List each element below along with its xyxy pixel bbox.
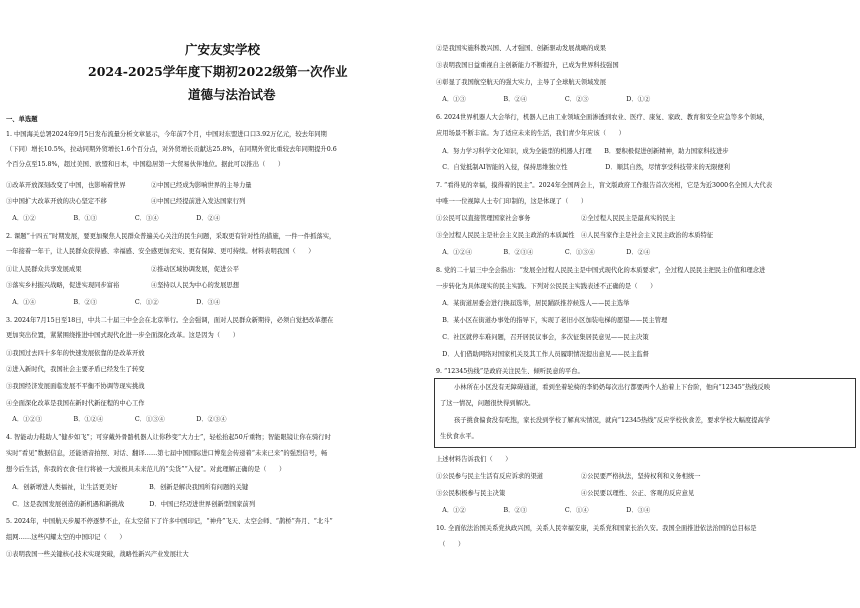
q7-answers: A．①②④ B．②③④ C．①③④ D．②④ — [436, 249, 651, 256]
q8-option-line: A．某街道居委会进行换届选举，居民踊跃推荐候选人——民主选举 — [436, 300, 630, 307]
q3-answers: A．①②③ B．①②④ C．①③④ D．②③④ — [6, 416, 227, 423]
q1-line: 1. 中国海关总署2024年9月5日发布流量分析文章显示，今年前7个月，中国对东盟进口口3.92万亿元，较去年同期 — [6, 131, 327, 138]
q5-option-line: ④彰显了我国航空航天的强大实力，主导了全球航天领域发展 — [436, 79, 607, 86]
q8-line: 一步转化为具体现实的民主实践。下列对公民民主实践表述不正确的是（ ） — [436, 283, 657, 290]
q7-line: 7. “看得见的幸福，摸得着的民主”。2024年全国两会上，盲文版政府工作报告首次亮相，它是为近3000名全国人大代表 — [436, 182, 773, 189]
q3-option-line: ②进入新时代，我国社会主要矛盾已经发生了转变 — [6, 366, 145, 373]
q3-line: 更加突出位置，紧紧围绕推进中国式现代化进一步全面深化改革。这是因为（ ） — [6, 332, 239, 339]
q4-line: 实时“看见”数据信息，还能语音拍照、对话、翻译……第七届中国国际进口博览会传递着“未来已来”的强烈信号，畅 — [6, 450, 328, 457]
q3-option-line: ①我国过去四十多年的快速发展依靠的是改革开放 — [6, 350, 145, 357]
q10-line: （ ） — [436, 541, 465, 548]
q1-line: （下同）增长10.5%，拉动同期外贸增长1.6个百分点，对外贸增长贡献达25.8%，在同期外贸比重较去年同期提升0.6 — [6, 146, 337, 153]
q10-line: 10. 全面依法治国关系党执政兴国，关系人民幸福安康，关系党和国家长治久安。我国全面推进依法治国的总目标是 — [436, 525, 757, 532]
q9-line: 9. “12345热线”是政府关注民生、倾听民意的平台。 — [436, 368, 584, 375]
q4-line: 4. 智能动力鞋助人“健步如飞”；可穿戴外骨骼机器人让你秒变“大力士”，轻松抬起50斤重物；智能眼镜让你在骑行时 — [6, 434, 331, 441]
q1-option-line: ①改革开放深刻改变了中国，也影响着世界 ②中国已经成为影响世界的主导力量 — [6, 182, 252, 189]
q3-option-line: ④全面深化改革是我国在新时代新征程的中心工作 — [6, 400, 145, 407]
q9-material-line: 孩子挑食偏食没有吃饱，家长没到学校了解真实情况，就向“12345热线”反应学校伙食差，要求学校大幅度提高学 — [454, 417, 771, 424]
q8-option-line: C．社区就停车难问题，召开居民议事会，多次征集居民意见——民主决策 — [436, 334, 649, 341]
q9-answers: A．①② B．②③ C．①④ D．③④ — [436, 507, 651, 514]
school-title: 广安友实学校 — [185, 42, 261, 57]
q8-option-line: B．某小区在街道办事处的指导下，实现了老旧小区加装电梯的愿望——民主管理 — [436, 317, 668, 324]
section-heading: 一、单选题 — [6, 116, 38, 123]
q7-option-line: ③全过程人民民主是社会主义民主政治的本质属性 ④人民当家作主是社会主义民主政治的本质特征 — [436, 232, 714, 239]
q6-line: 应用场景不断丰富。为了适应未来的生活，我们青少年应该（ ） — [436, 130, 625, 137]
q1-answers: A．①② B．①③ C．③④ D．②④ — [6, 215, 221, 222]
q5-answers: A．①③ B．②④ C．②③ D．①② — [436, 96, 651, 103]
q7-option-line: ①公民可以直接管理国家社会事务 ②全过程人民民主是最真实的民主 — [436, 215, 676, 222]
q8-option-line: D．人们借助网络对国家机关及其工作人员履职情况提出意见——民主监督 — [436, 351, 649, 358]
term-title: 2024-2025学年度下期初2022级第一次作业 — [88, 64, 348, 79]
q5-option-line: ②是我国实施科教兴国、人才强国、创新驱动发展战略的成果 — [436, 45, 607, 52]
q5-line: 组网……这些闪耀太空的中国印记（ ） — [6, 534, 126, 541]
q3-option-line: ③我国经济发展面临发展不平衡不协调等现实挑战 — [6, 383, 145, 390]
q9-option-line: ③公民积极参与民主决策 ④公民要以理性、公正、客观的反应意见 — [436, 490, 695, 497]
q8-line: 8. 党的二十届三中全会指出：“发展全过程人民民主是中国式现代化的本质要求”，全过程人民民主把民主价值和理念进 — [436, 267, 766, 274]
q9-material-line: 了这一情况，问题很快得到解决。 — [440, 400, 535, 407]
q2-line: 2. 课题“十四五”时期发展，要更加聚焦人民群众普遍关心关注的民生问题，采取更有针对性的措施，一件一件抓落实， — [6, 233, 336, 240]
q5-option-line: ①表明我国一些关键核心技术实现突破，战略性新兴产业发展壮大 — [6, 551, 189, 558]
q3-line: 3. 2024年7月15日至18日，中共二十届三中全会在北京举行。全会强调，面对人民群众新期待，必须自觉把改革摆在 — [6, 317, 334, 324]
q2-answers: A．①④ B．②③ C．①② D．③④ — [6, 299, 221, 306]
q7-line: 中唯一一位视障人士专门印制的，这是体现了（ ） — [436, 198, 588, 205]
q9-material-line: 小林所在小区没有无障碍通道，看到坐着轮椅的李奶奶每次出行都要两个人抬着上下台阶，他向“12345”热线反映 — [454, 384, 771, 391]
q9-line: 上述材料告诉我们（ ） — [436, 456, 512, 463]
q4-option-line: C．这是我国发展创造的新机遇和新挑战 D．中国已经迈进世界创新型国家前列 — [6, 501, 256, 508]
q1-line: 个百分点至15.8%，超过美国、欧盟和日本，中国稳居第一大贸易伙伴地位。据此可以推出（ ） — [6, 161, 285, 168]
q2-option-line: ①让人民群众共享发展成果 ②推动区域协调发展，促进公平 — [6, 266, 239, 273]
q4-line: 想今后生活，你我的衣食·住行将被一大波极具未来范儿的“尖货”“入侵”。对此理解正确的是（ ） — [6, 466, 286, 473]
q2-option-line: ③落实乡村振兴战略，促进实现同步富裕 ④坚持以人民为中心的发展思想 — [6, 282, 239, 289]
subject-title: 道德与法治试卷 — [188, 87, 276, 102]
q4-option-line: A．创新增进人类福祉，让生活更美好 B．创新是解决我国所有问题的关键 — [6, 484, 249, 491]
q9-option-line: ①公民参与民主生活有反应诉求的渠道 ②公民要严格执法，坚持权利和义务相统一 — [436, 473, 701, 480]
q5-option-line: ③表明我国日益重视自主创新能力不断提升，已成为世界科技强国 — [436, 62, 619, 69]
q6-line: 6. 2024世界机器人大会举行，机器人已由工业领域全面渗透到农业、医疗、康复、家政、教育和安全应急等多个领域， — [436, 114, 769, 121]
q6-option-line: A．努力学习科学文化知识，成为全能型的机器人打理 B．要积极促进创新精神，助力国家科技进步 — [436, 148, 729, 155]
q6-option-line: C．自觉抵制AI智能的入侵，保持思维独立性 D．顺其自然，尽情享受科技带来的无限便利 — [436, 164, 730, 171]
q9-material-line: 生伙食水平。 — [440, 433, 478, 440]
q1-option-line: ③中国扩大改革开放的决心坚定不移 ④中国已经提前进入发达国家行列 — [6, 198, 246, 205]
q2-line: 一年接着一年干，让人民群众获得感、幸福感、安全感更加充实、更有保障、更可持续。材料表明我国（ ） — [6, 248, 315, 255]
q5-line: 5. 2024年，中国航天步履不停逐梦不止，在太空留下了许多中国印记，“神舟”飞天、太空会师、“鹊桥”奔月、“北斗” — [6, 518, 333, 525]
